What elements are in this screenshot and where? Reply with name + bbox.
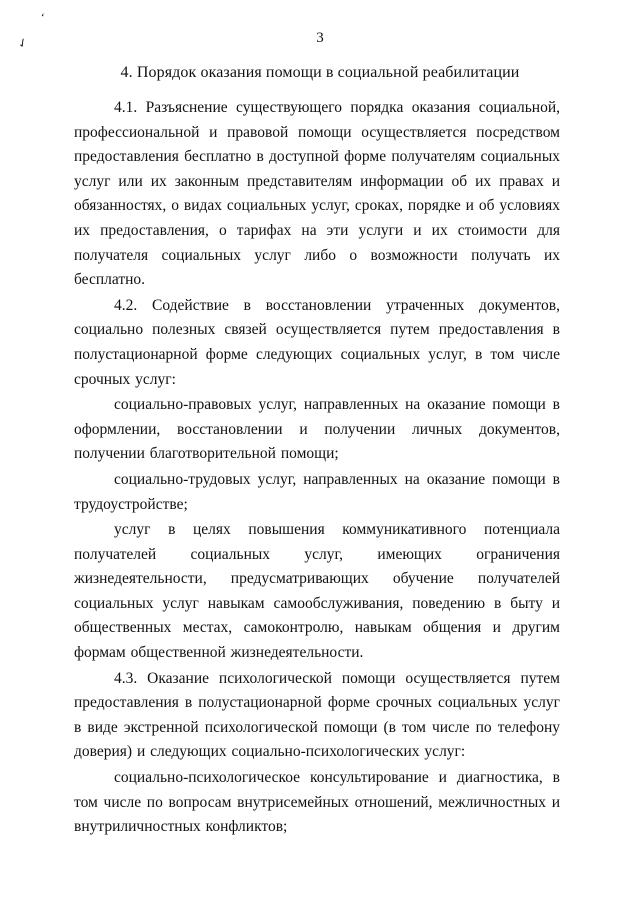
- paragraph-psych-consulting: социально-психологическое консультирование и диагностика, в том числе по вопросам внутрисемейных отношений, межличностных и внутриличностных конфликтов;: [74, 769, 560, 836]
- paragraph-4-3: 4.3. Оказание психологической помощи осуществляется путем предоставления в полустационарной форме срочных социальных услуг в виде экстренной психологической помощи (в том числе по телефону доверия) и следующих социально-психологических услуг:: [74, 669, 560, 761]
- section-heading: 4. Порядок оказания помощи в социальной реабилитации: [120, 64, 520, 81]
- paragraph-labor-services: социально-трудовых услуг, направленных на оказание помощи в трудоустройстве;: [74, 470, 560, 513]
- page-number: 3: [316, 30, 324, 46]
- paragraph-4-1: 4.1. Разъяснение существующего порядка оказания социальной, профессиональной и правовой помощи осуществляется посредством предоставления бесплатно в доступной форме получателям социальных услуг или их законным представителям информации об их правах и обязанностях, о видах социальных услуг, сроках, порядке и об условиях их предоставления, о тарифах на эти услуги и их стоимости для получателя социальных услуг либо о возможности получать их бесплатно.: [74, 99, 560, 289]
- scan-mark-2: ✓: [14, 34, 31, 52]
- paragraph-legal-services: социально-правовых услуг, направленных на оказание помощи в оформлении, восстановлении и получении личных документов, получении благотворительной помощи;: [74, 396, 560, 463]
- paragraph-communication-services: услуг в целях повышения коммуникативного потенциала получателей социальных услуг, имеющих ограничения жизнедеятельности, предусматривающих обучение получателей социальных услуг навыкам самообслуживания, поведению в быту и общественных местах, самоконтролю, навыкам общения и другим формам общественной жизнедеятельности.: [74, 521, 560, 662]
- scan-mark-1: ‘: [37, 9, 47, 25]
- paragraph-4-2: 4.2. Содействие в восстановлении утраченных документов, социально полезных связей осуществляется путем предоставления в полустационарной форме следующих социальных услуг, в том числе срочных услуг:: [74, 296, 560, 388]
- document-body: [74, 96, 560, 840]
